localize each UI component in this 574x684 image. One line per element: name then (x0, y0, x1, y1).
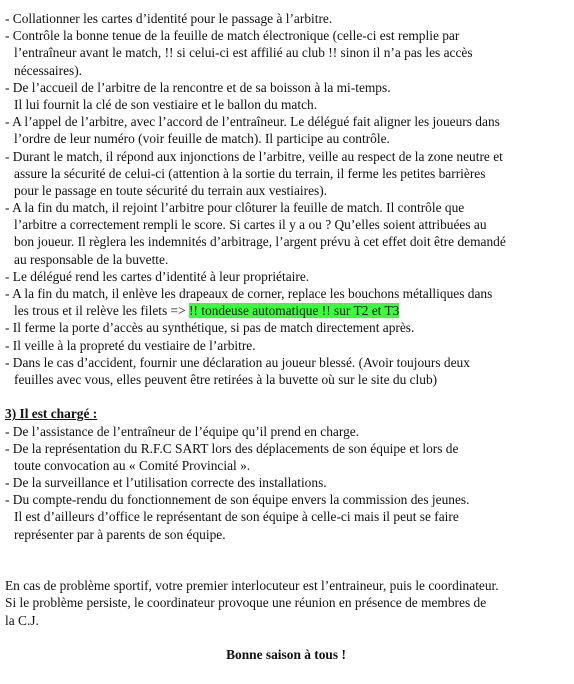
list-item-continuation: Il lui fournit la clé de son vestiaire et le ballon du match. (14, 96, 318, 112)
list-item-continuation: pour le passage en toute sécurité du terrain aux vestiaires). (14, 182, 328, 198)
closing-paragraph (5, 577, 567, 629)
list-item-continuation: représenter par à parents de son équipe. (14, 526, 226, 542)
list-item: - Le délégué rend les cartes d’identité à leur propriétaire. (5, 268, 310, 284)
section-3 (5, 405, 567, 543)
list-item-continuation: nécessaires). (14, 62, 83, 78)
duties-list (5, 10, 567, 388)
list-item: - Il ferme la porte d’accès au synthétique, si pas de match directement après. (5, 320, 415, 336)
list-item: - Durant le match, il répond aux injonctions de l’arbitre, veille au respect de la zone neutre et (5, 148, 503, 164)
nets-text: les trous et il relève les filets => (14, 303, 190, 319)
blank-lines (5, 543, 567, 577)
paragraph-line: Si le problème persiste, le coordinateur provoque une réunion en présence de membres de (5, 595, 487, 611)
list-item: - A l’appel de l’arbitre, avec l’accord de l’entraîneur. Le délégué fait aligner les joueurs dans (5, 114, 500, 130)
list-item: - Du compte-rendu du fonctionnement de son équipe envers la commission des jeunes. (5, 492, 470, 508)
list-item-continuation: bon joueur. Il règlera les indemnités d’arbitrage, l’argent prévu à cet effet doit être demandé (14, 234, 506, 250)
list-item-continuation: feuilles avec vous, elles peuvent être retirées à la buvette où sur le site du club) (14, 371, 438, 387)
list-item-continuation: l’arbitre a correctement rempli le score. Si cartes il y a ou ? Qu’elles soient attribuées au (14, 217, 487, 233)
list-item-continuation: toute convocation au « Comité Provincial ». (14, 457, 251, 473)
list-item: - De la représentation du R.F.C SART lors des déplacements de son équipe et lors de (5, 440, 459, 456)
blank-line (5, 629, 567, 646)
list-item-continuation: assure la sécurité de celui-ci (attention à la sortie du terrain, il ferme les petites barrières (14, 165, 486, 181)
document-page (5, 10, 567, 663)
list-item-continuation: l’ordre de leur numéro (voir feuille de match). Il participe au contrôle. (14, 131, 390, 147)
list-item: - Dans le cas d’accident, fournir une déclaration au joueur blessé. (Avoir toujours deux (5, 354, 470, 370)
list-item: - Collationner les cartes d’identité pour le passage à l’arbitre. (5, 11, 333, 26)
list-item-continuation: l’entraîneur avant le match, !! si celui-ci est affilié au club !! sinon il n’a pas les accès (14, 45, 473, 61)
paragraph-line: En cas de problème sportif, votre premier interlocuteur est l’entraineur, puis le coordinateur. (5, 578, 499, 594)
paragraph-line: la C.J. (5, 612, 39, 628)
highlighted-mower-note: !! tondeuse automatique !! sur T2 et T3 (189, 303, 400, 319)
list-item: - A la fin du match, il enlève les drapeaux de corner, replace les bouchons métalliques dans (5, 286, 493, 301)
signoff: Bonne saison à tous ! (226, 646, 346, 662)
list-item: - De l’accueil de l’arbitre de la rencontre et de sa boisson à la mi-temps. (5, 79, 391, 95)
list-item: - A la fin du match, il rejoint l’arbitre pour clôturer la feuille de match. Il contrôle que (5, 200, 465, 216)
section-heading: 3) Il est chargé : (5, 406, 98, 422)
list-item: - De la surveillance et l’utilisation correcte des installations. (5, 475, 327, 491)
list-item-continuation: au responsable de la buvette. (14, 251, 169, 267)
list-item: - Contrôle la bonne tenue de la feuille de match électronique (celle-ci est remplie par (5, 28, 460, 44)
list-item-continuation (5, 302, 567, 319)
list-item: - De l’assistance de l’entraîneur de l’équipe qu’il prend en charge. (5, 423, 360, 439)
list-item: - Il veille à la propreté du vestiaire de l’arbitre. (5, 337, 256, 353)
list-item-continuation: Il est d’ailleurs d’office le représentant de son équipe à celle-ci mais il peut se faire (14, 509, 459, 525)
blank-line (5, 388, 567, 405)
